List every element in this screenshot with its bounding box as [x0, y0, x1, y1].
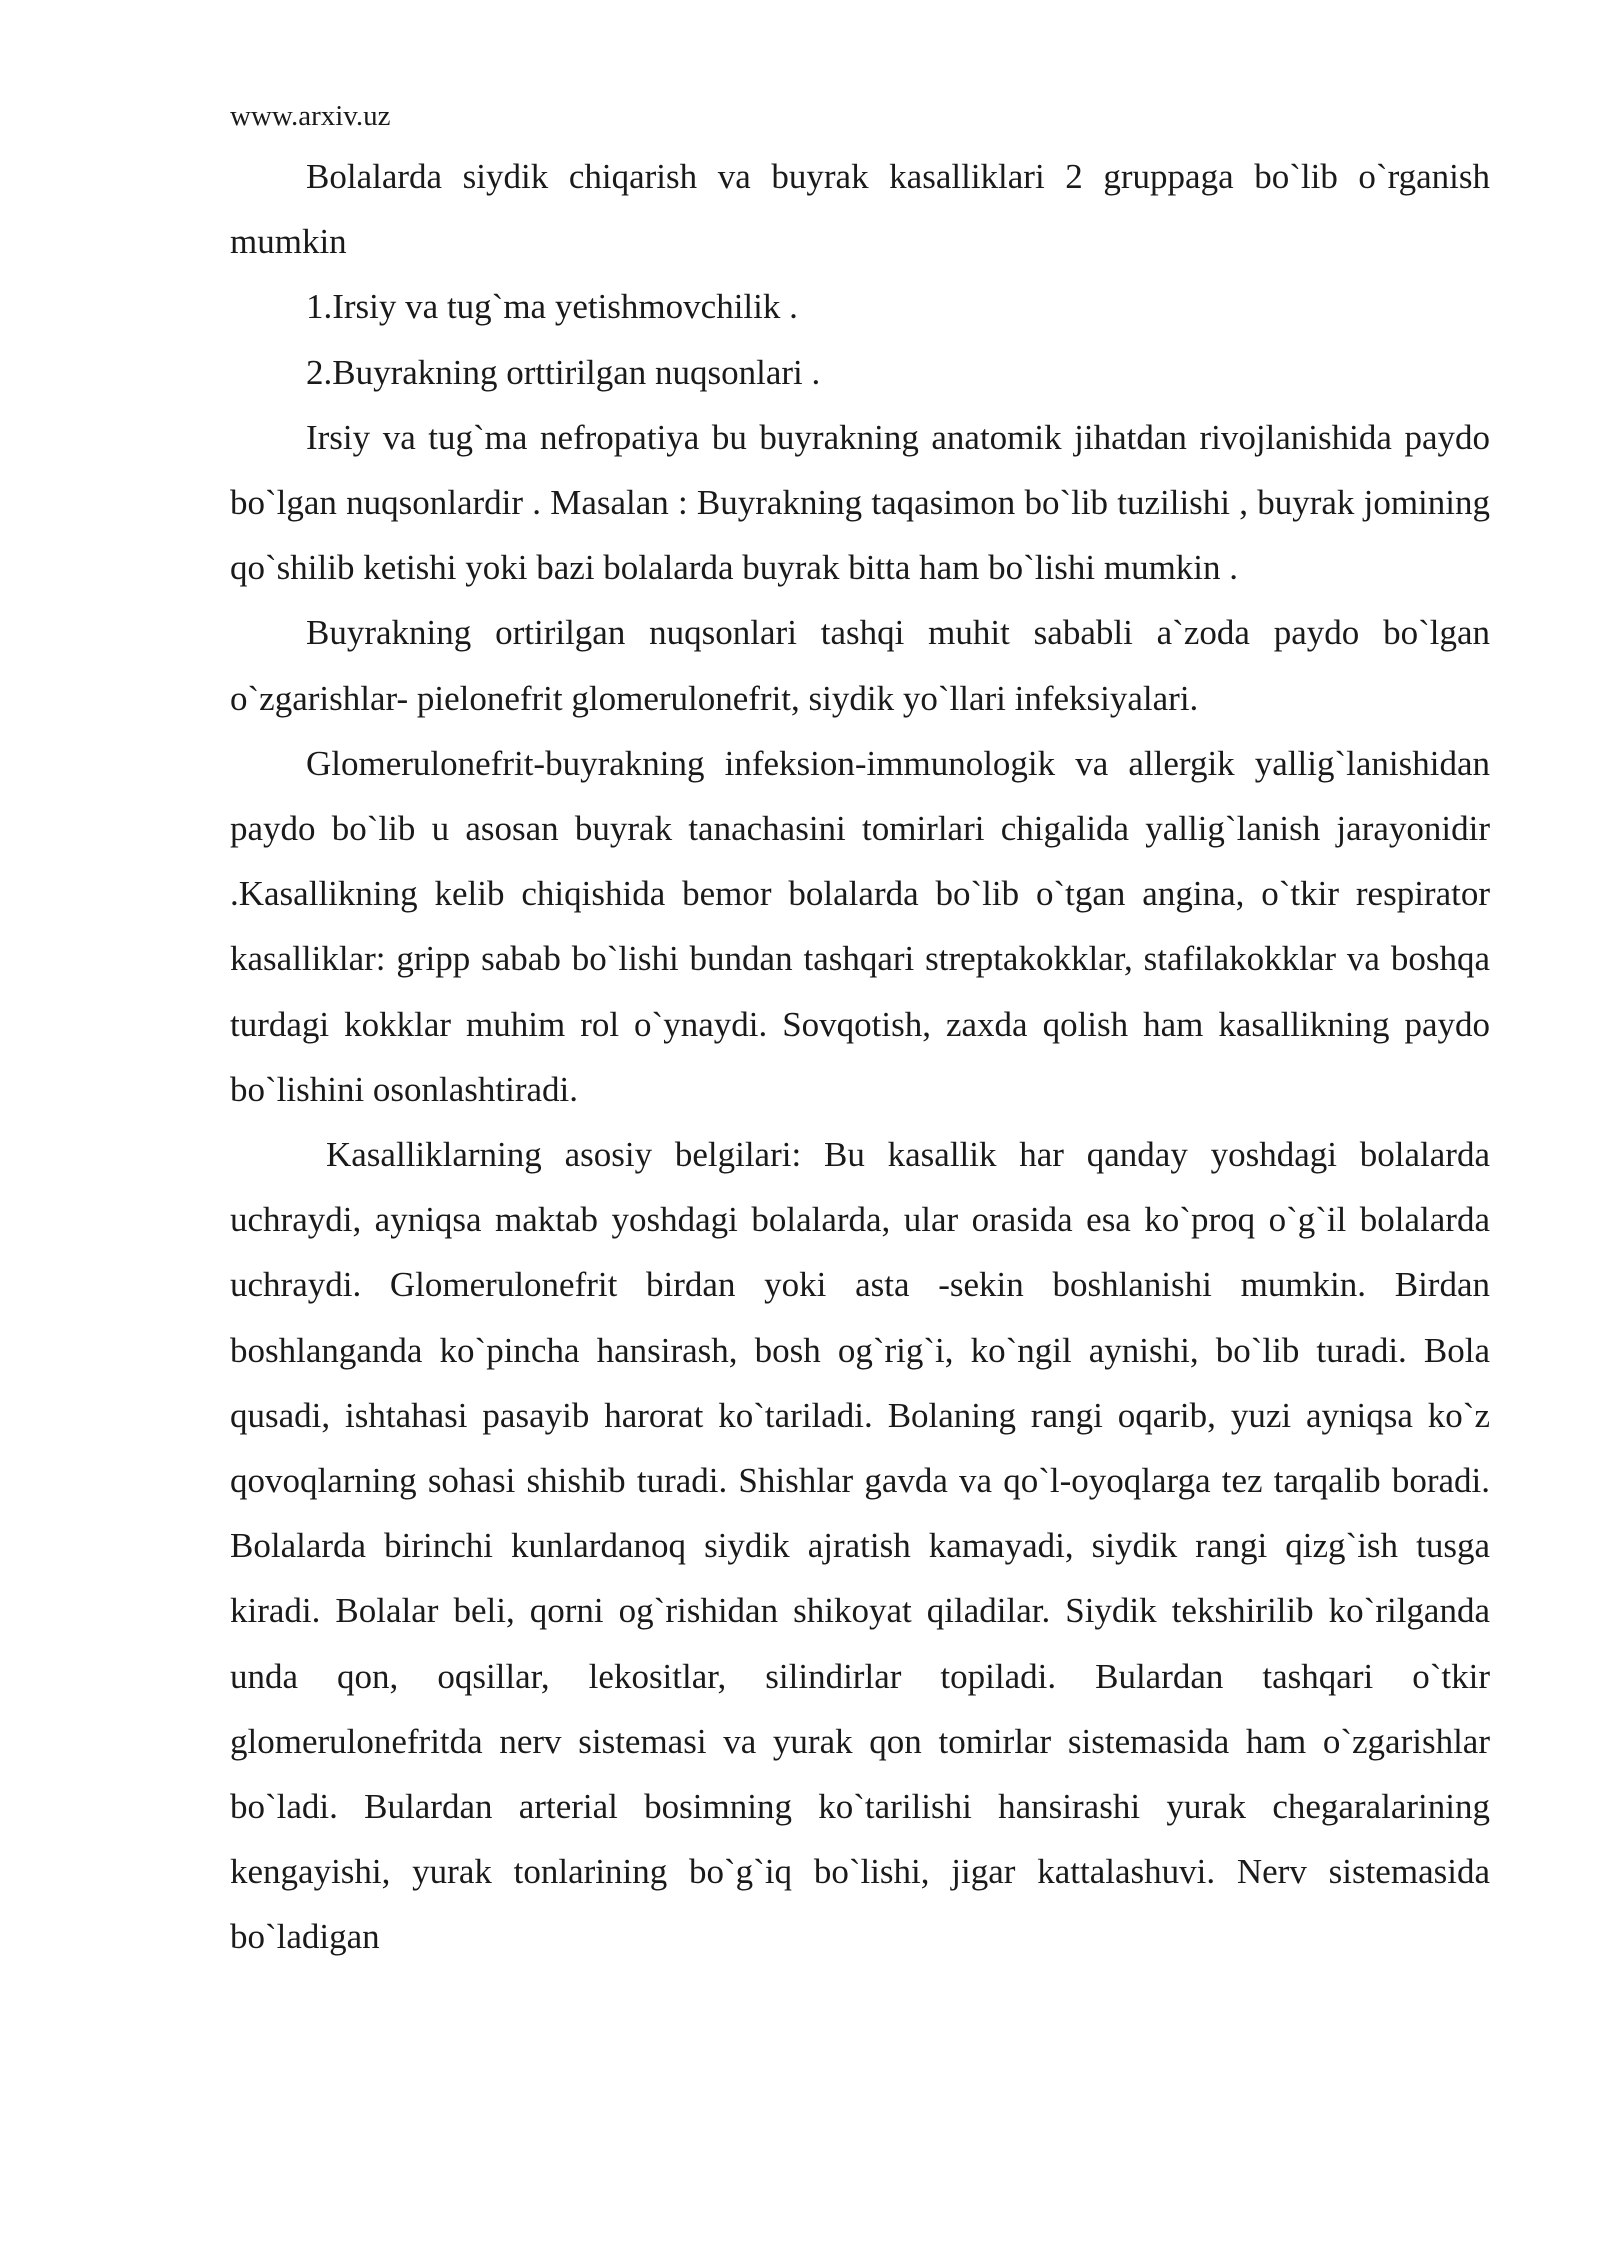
- paragraph-intro: Bolalarda siydik chiqarish va buyrak kasalliklari 2 gruppaga bo`lib o`rganish mumkin: [230, 157, 1490, 262]
- paragraph-acquired-defects: Buyrakning ortirilgan nuqsonlari tashqi muhit sababli a`zoda paydo bo`lgan o`zgarishlar- pielonefrit glomerulonefrit, siydik yo`llari infeksiyalari.: [230, 613, 1490, 718]
- list-item-1: 1.Irsiy va tug`ma yetishmovchilik .: [306, 287, 798, 327]
- paragraph-congenital-nephropathy: Irsiy va tug`ma nefropatiya bu buyrakning anatomik jihatdan rivojlanishida paydo bo`lgan nuqsonlardir . Masalan : Buyrakning taqasimon bo`lib tuzilishi , buyrak jomining qo`shilib ketishi yoki bazi bolalarda buyrak bitta ham bo`lishi mumkin .: [230, 417, 1490, 588]
- source-url: www.arxiv.uz: [230, 100, 391, 132]
- list-item-2: 2.Buyrakning orttirilgan nuqsonlari .: [306, 352, 821, 392]
- paragraph-symptoms: Kasalliklarning asosiy belgilari: Bu kasallik har qanday yoshdagi bolalarda uchraydi, ayniqsa maktab yoshdagi bolalarda, ular orasida esa ko`proq o`g`il bolalarda uchraydi. Glomerulonefrit birdan yoki asta -sekin boshlanishi mumkin. Birdan boshlanganda ko`pincha hansirash, bosh og`rig`i, ko`ngil aynishi, bo`lib turadi. Bola qusadi, ishtahasi pasayib harorat ko`tariladi. Bolaning rangi oqarib, yuzi ayniqsa ko`z qovoqlarning sohasi shishib turadi. Shishlar gavda va qo`l-oyoqlarga tez tarqalib boradi. Bolalarda birinchi kunlardanoq siydik ajratish kamayadi, siydik rangi qizg`ish tusga kiradi. Bolalar beli, qorni og`rishidan shikoyat qiladilar. Siydik tekshirilib ko`rilganda unda qon, oqsillar, lekositlar, silindirlar topiladi. Bulardan tashqari o`tkir glomerulonefritda nerv sistemasi va yurak qon tomirlar sistemasida ham o`zgarishlar bo`ladi. Bulardan arterial bosimning ko`tarilishi hansirashi yurak chegaralarining kengayishi, yurak tonlarining bo`g`iq bo`lishi, jigar kattalashuvi. Nerv sistemasida bo`ladigan: [230, 1135, 1490, 1957]
- document-page: [230, 92, 1490, 1970]
- paragraph-glomerulonephritis: Glomerulonefrit-buyrakning infeksion-immunologik va allergik yallig`lanishidan paydo bo`lib u asosan buyrak tanachasini tomirlari chigalida yallig`lanish jarayonidir .Kasallikning kelib chiqishida bemor bolalarda bo`lib o`tgan angina, o`tkir respirator kasalliklar: gripp sabab bo`lishi bundan tashqari streptakokklar, stafilakokklar va boshqa turdagi kokklar muhim rol o`ynaydi. Sovqotish, zaxda qolish ham kasallikning paydo bo`lishini osonlashtiradi.: [230, 743, 1490, 1109]
